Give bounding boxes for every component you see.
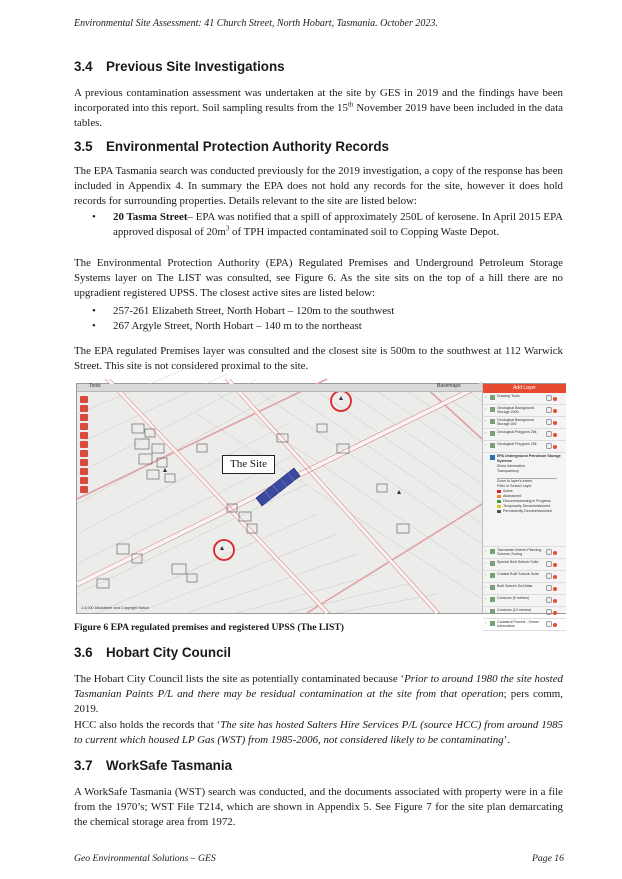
text-run: ’. — [503, 734, 510, 747]
layer-icon — [490, 597, 495, 602]
layer-controls — [546, 621, 563, 626]
layer-name: Geological Background Storage 2009 — [497, 406, 535, 415]
bullet: • — [92, 320, 96, 332]
layer-row — [483, 595, 566, 607]
visibility-toggle-icon — [546, 431, 552, 437]
section-title: Previous Site Investigations — [106, 59, 285, 74]
remove-icon — [553, 551, 557, 555]
remove-icon — [553, 575, 557, 579]
superscript: 3 — [225, 224, 230, 233]
section-title: WorkSafe Tasmania — [106, 758, 233, 773]
layer-row — [483, 607, 566, 619]
zoom-in-icon — [80, 396, 88, 403]
superscript: th — [347, 100, 354, 109]
previous-investigations-paragraph — [74, 86, 563, 132]
text-run: The Hobart City Council lists the site as potentially contaminated because ‘ — [74, 673, 405, 685]
zoom-out-icon — [80, 405, 88, 412]
panel-title: Add Layer — [483, 384, 566, 393]
section-3-7-heading — [74, 758, 232, 773]
section-title: Hobart City Council — [106, 645, 231, 660]
layer-controls — [546, 431, 563, 436]
visibility-toggle-icon — [546, 573, 552, 579]
layer-controls — [546, 609, 563, 614]
layer-name: EPA Underground Petroleum Storage Systems — [497, 454, 561, 463]
layer-icon — [490, 431, 495, 436]
visibility-toggle-icon — [546, 419, 552, 425]
chevron-right-icon: › — [485, 596, 487, 601]
text-run: – EPA was notified that a spill of approximately 250L of kerosene. In April 2015 EPA approved disposal of 20m — [113, 211, 563, 239]
layer-row — [483, 429, 566, 441]
layer-name: Cadastral Parcels - Owner Information — [497, 620, 540, 629]
bullet: • — [92, 305, 96, 317]
layer-name: Drawing Tools — [497, 394, 520, 398]
map-scale-footer: 1:3,000 Disclaimer and Copyright Notice — [81, 606, 149, 610]
visibility-toggle-icon — [546, 585, 552, 591]
measure-icon — [80, 432, 88, 439]
legend-label: Abandoned — [503, 494, 522, 498]
legend-swatch — [497, 510, 501, 513]
bookmark-icon — [80, 477, 88, 484]
map-basemap — [77, 384, 482, 613]
remove-icon — [553, 587, 557, 591]
layer-name: Geological Polygons 25k — [497, 430, 537, 434]
layer-row — [483, 571, 566, 583]
regulated-premises-paragraph: The EPA regulated Premises layer was consulted and the closest site is 500m to the southwest at 112 Warwick Street. This site is not considered proximal to the site. — [74, 345, 563, 373]
legend-label: Active — [503, 489, 513, 493]
remove-icon — [553, 599, 557, 603]
layer-name: Contours (10 metres) — [497, 608, 531, 612]
section-title: Environmental Protection Authority Records — [106, 139, 389, 154]
layer-name: Built Suburb Soil Atlas — [497, 584, 533, 588]
layer-option: Filter or Search Layer — [497, 484, 532, 488]
layer-controls — [546, 407, 563, 412]
text-run: ; pers comm, 2019. — [74, 688, 563, 716]
layer-controls — [546, 549, 563, 554]
list-item-text: 267 Argyle Street, North Hobart – 140 m to the northeast — [113, 320, 362, 332]
legend-swatch — [497, 490, 501, 493]
footer-left: Geo Environmental Solutions – GES — [74, 853, 216, 864]
hcc-records-paragraph — [74, 718, 563, 748]
tools-label: Tools — [89, 383, 101, 389]
list-item-text — [113, 210, 563, 240]
layer-icon — [490, 621, 495, 626]
figure-caption: Figure 6 EPA regulated premises and registered UPSS (The LIST) — [74, 622, 344, 633]
visibility-toggle-icon — [546, 407, 552, 413]
hcc-paragraph — [74, 672, 563, 718]
visibility-toggle-icon — [546, 395, 552, 401]
text-run: of TPH impacted contaminated soil to Copping Waste Depot. — [229, 226, 500, 239]
remove-icon — [553, 623, 557, 627]
page-number: Page 16 — [531, 853, 564, 864]
layer-icon — [490, 419, 495, 424]
chevron-right-icon: › — [485, 394, 487, 399]
legend-swatch — [497, 500, 501, 503]
layer-row — [483, 583, 566, 595]
remove-icon — [553, 611, 557, 615]
layer-option: Transparency — [497, 469, 519, 473]
section-number: 3.5 — [74, 139, 93, 154]
remove-icon — [553, 445, 557, 449]
basemaps-label: Basemaps — [437, 383, 461, 389]
chevron-right-icon: › — [485, 584, 487, 589]
upss-paragraph: The Environmental Protection Authority (EPA) Regulated Premises and Underground Petroleum Storage Systems layer on The LIST was consulted, see Figure 6. As the site sits on the top of a hill there are no upgradient registered UPSS. The closest active sites are listed below: — [74, 257, 563, 300]
layer-row — [483, 619, 566, 631]
search-icon — [80, 468, 88, 475]
info-icon — [80, 459, 88, 466]
section-number: 3.6 — [74, 645, 93, 660]
layer-controls — [546, 597, 563, 602]
site-label: The Site — [222, 455, 275, 474]
section-number: 3.7 — [74, 758, 93, 773]
remove-icon — [553, 563, 557, 567]
epa-records-paragraph: The EPA Tasmania search was conducted previously for the 2019 investigation, a copy of the response has been included in Appendix 4. In summary the EPA does not hold any records for the site, however it does hold records for surrounding properties. Details relevant to the site are listed below: — [74, 165, 563, 208]
layer-icon — [490, 573, 495, 578]
layers-panel — [482, 384, 566, 629]
layer-name: Geological Background Storage DW — [497, 418, 535, 427]
visibility-toggle-icon — [546, 561, 552, 567]
layer-controls — [546, 419, 563, 424]
share-icon — [80, 450, 88, 457]
bullet: • — [92, 211, 96, 223]
map-toolbar — [77, 384, 482, 392]
visibility-toggle-icon — [546, 609, 552, 615]
layer-name: Geological Polygons 25k — [497, 442, 537, 446]
layer-controls — [546, 395, 563, 400]
chevron-right-icon: › — [485, 572, 487, 577]
home-icon — [80, 414, 88, 421]
layer-icon — [490, 443, 495, 448]
chevron-right-icon: › — [485, 430, 487, 435]
visibility-toggle-icon — [546, 597, 552, 603]
layer-name: Coastal Built Suburb Suite — [497, 572, 539, 576]
bold-text: 20 Tasma Street — [113, 211, 188, 223]
worksafe-paragraph: A WorkSafe Tasmania (WST) search was conducted, and the documents associated with property were in a file from the 1970’s; WST File T214, which are shown in Appendix 5. See Figure 7 for the site plan demarcating the chemical storage area from 1972. — [74, 786, 563, 829]
italic-quote: The site has hosted Salters Hire Services P/L (source HCC) from around 1985 to current which housed LP Gas (WST) from 1985-2006, not considered likely to be contaminating — [74, 719, 563, 747]
page-header: Environmental Site Assessment: 41 Church Street, North Hobart, Tasmania. October 2023. — [74, 18, 438, 29]
text-run: A previous contamination assessment was undertaken at the site by GES in 2019 and the findings have been incorporated into this report. Soil sampling results from the 15 — [74, 87, 563, 115]
chevron-right-icon: › — [485, 442, 487, 447]
legend-label: Temporarily Decommissioned — [503, 504, 551, 508]
chevron-right-icon: › — [485, 418, 487, 423]
visibility-toggle-icon — [546, 621, 552, 627]
section-3-6-heading — [74, 645, 231, 660]
layer-controls — [546, 561, 563, 566]
legend-label: Decommissioning in Progress — [503, 499, 551, 503]
layer-icon — [490, 585, 495, 590]
expanded-layer — [483, 453, 566, 547]
remove-icon — [553, 433, 557, 437]
layer-controls — [546, 573, 563, 578]
legend-swatch — [497, 505, 501, 508]
help-icon — [80, 486, 88, 493]
layer-option: Zoom to layer's extent — [497, 479, 533, 483]
chevron-right-icon: › — [485, 560, 487, 565]
visibility-toggle-icon — [546, 549, 552, 555]
locate-icon — [80, 423, 88, 430]
layer-controls — [546, 443, 563, 448]
layer-icon — [490, 407, 495, 412]
visibility-toggle-icon — [546, 443, 552, 449]
layer-icon — [490, 455, 495, 460]
layer-row — [483, 405, 566, 417]
chevron-right-icon: › — [485, 406, 487, 411]
text-run: November 2019 have been included in the data tables. — [74, 102, 563, 130]
remove-icon — [553, 397, 557, 401]
chevron-right-icon: › — [485, 548, 487, 553]
layer-row — [483, 417, 566, 429]
print-icon — [80, 441, 88, 448]
layer-icon — [490, 609, 495, 614]
layer-row — [483, 559, 566, 571]
layer-row — [483, 547, 566, 559]
legend-item — [497, 509, 563, 514]
layer-icon — [490, 561, 495, 566]
layer-row — [483, 441, 566, 453]
list-item-text: 257-261 Elizabeth Street, North Hobart – 120m to the southwest — [113, 305, 395, 317]
section-3-5-heading — [74, 139, 389, 154]
layer-name: Contours (5 metres) — [497, 596, 529, 600]
layer-icon — [490, 549, 495, 554]
layer-row — [483, 393, 566, 405]
italic-quote: Prior to around 1980 the site hosted Tasmanian Paints P/L and there may be residual contamination at the site from that operation — [74, 673, 563, 701]
chevron-right-icon: › — [485, 620, 487, 625]
layer-icon — [490, 395, 495, 400]
chevron-right-icon: › — [485, 608, 487, 613]
text-run: HCC also holds the records that ‘ — [74, 719, 221, 731]
section-3-4-heading — [74, 59, 285, 74]
remove-icon — [553, 409, 557, 413]
map-zoom-controls — [80, 396, 88, 504]
remove-icon — [553, 421, 557, 425]
layer-controls — [546, 585, 563, 590]
legend-swatch — [497, 495, 501, 498]
layer-option: Show information — [497, 464, 525, 468]
layer-name: Special Built Suburb Suite — [497, 560, 539, 564]
layer-name: Tasmanian Interim Planning Scheme Zoning — [497, 548, 542, 557]
legend-label: Permanently Decommissioned — [503, 509, 552, 513]
section-number: 3.4 — [74, 59, 93, 74]
